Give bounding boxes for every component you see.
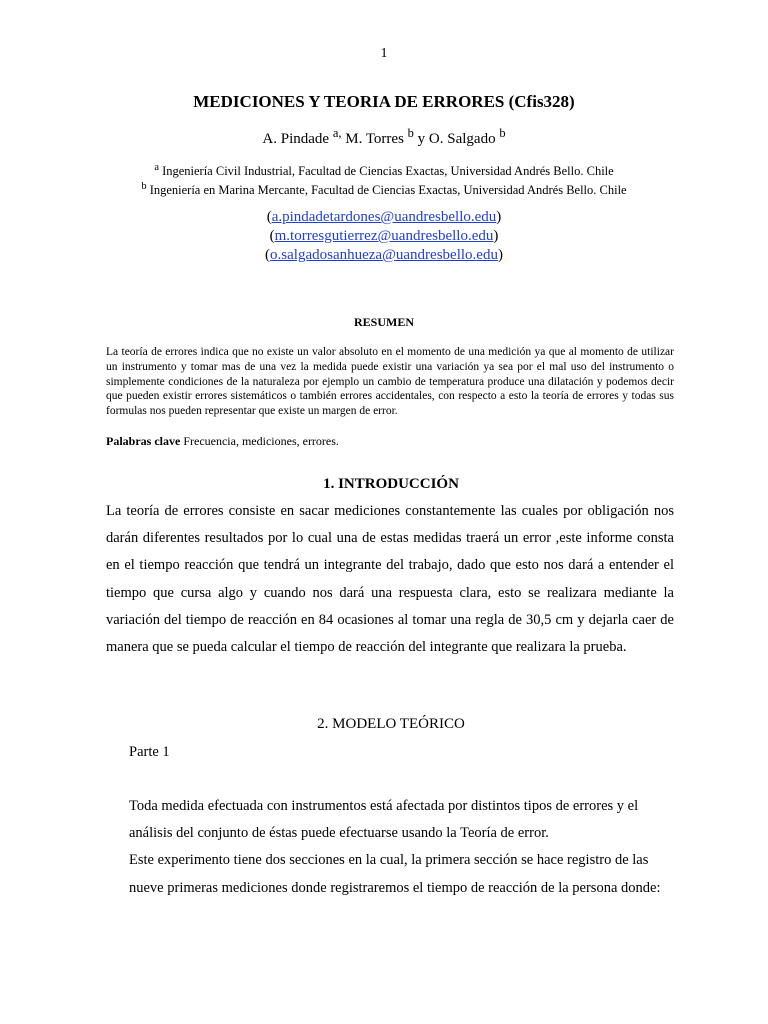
- affiliation-line: [0, 179, 768, 198]
- affiliation-text: Ingeniería Civil Industrial, Facultad de Ciencias Exactas, Universidad Andrés Bello. Chile: [158, 164, 614, 179]
- author-name: M. Torres: [341, 131, 408, 147]
- keywords-text: Frecuencia, mediciones, errores.: [180, 434, 339, 448]
- affiliation-superscript: a: [154, 162, 159, 173]
- email-link[interactable]: o.salgadosanhueza@uandresbello.edu: [270, 247, 498, 263]
- section-body-introduccion: La teoría de errores consiste en sacar mediciones constantemente las cuales por obligación nos darán diferentes resultados por lo cual una de estas medidas traerá un error ,este informe consta en el tiempo reacción que tendrá un integrante del trabajo, dado que esto nos dará a entender el tiempo que cursa algo y cuando nos dará una respuesta clara, esto se realizara mediante la variación del tiempo de reacción en 84 ocasiones al tomar una regla de 30,5 cm y dejarla caer de manera que se pueda calcular el tiempo de reacción del integrante que realizara la prueba.: [106, 503, 674, 656]
- keywords: [106, 434, 674, 449]
- section-heading-introduccion: 1. INTRODUCCIÓN: [323, 476, 459, 492]
- email-line: (o.salgadosanhueza@uandresbello.edu): [265, 247, 503, 263]
- paper-title: MEDICIONES Y TEORIA DE ERRORES (Cfis328): [193, 92, 575, 111]
- paragraph: Este experimento tiene dos secciones en la cual, la primera sección se hace registro de las nueve primeras mediciones donde registraremos el tiempo de reacción de la persona donde:: [129, 852, 661, 896]
- part-label: Parte 1: [129, 744, 170, 760]
- email-line: (a.pindadetardones@uandresbello.edu): [266, 209, 502, 225]
- author-superscript: b: [407, 126, 414, 140]
- email-list: [0, 208, 768, 265]
- affiliation-superscript: b: [141, 181, 147, 193]
- email-link[interactable]: a.pindadetardones@uandresbello.edu: [271, 209, 497, 225]
- author-superscript: b: [499, 126, 506, 140]
- abstract-text: La teoría de errores indica que no existe un valor absoluto en el momento de una medición ya que al momento de utilizar un instrumento y tomar mas de una vez la medida puede existir una variación ya sea por el mal uso del instrumento o simplemente condiciones de la naturaleza por ejemplo un cambio de temperatura produce una dilatación y podemos decir que pueden existir errores sistemáticos o también errores accidentales, con respecto a esto la teoría de errores y todas sus formulas nos pueden representar que existe un margen de error.: [106, 346, 674, 418]
- section-body-modelo-teorico: [129, 793, 674, 902]
- affiliation-line: [0, 160, 768, 179]
- abstract-heading: RESUMEN: [353, 315, 414, 329]
- page-number: 1: [380, 46, 388, 61]
- affiliation-text: Ingeniería en Marina Mercante, Facultad de Ciencias Exactas, Universidad Andrés Bello. Chile: [146, 183, 627, 198]
- author-name: y O. Salgado: [413, 131, 500, 147]
- affiliations: [0, 160, 768, 198]
- email-link[interactable]: m.torresgutierrez@uandresbello.edu: [274, 228, 494, 244]
- paragraph: Toda medida efectuada con instrumentos está afectada por distintos tipos de errores y el análisis del conjunto de éstas puede efectuarse usando la Teoría de error.: [129, 798, 639, 842]
- author-name: A. Pindade: [262, 131, 333, 147]
- keywords-label: Palabras clave: [106, 434, 181, 448]
- section-heading-modelo-teorico: 2. MODELO TEÓRICO: [317, 716, 465, 732]
- author-line: [0, 126, 768, 148]
- author-superscript: a,: [332, 126, 342, 140]
- email-line: (m.torresgutierrez@uandresbello.edu): [269, 228, 499, 244]
